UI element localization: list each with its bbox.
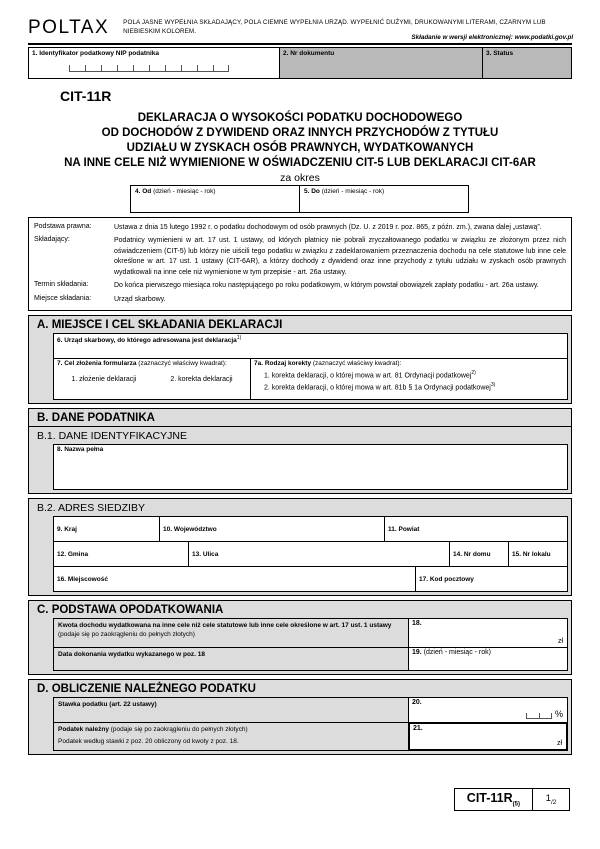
tax-office-label: 6. Urząd skarbowy, do którego adresowana jest deklaracja [57,336,237,344]
info-label: Składający: [34,236,70,243]
expense-date-row [53,647,568,671]
document-number-field [279,47,483,79]
footer-code-text: CIT-11R [466,791,513,805]
comb-cell [181,65,197,72]
tax-due-label-hint: (podaje się po zaokrągleniu do pełnych złotych) [108,725,248,733]
form-title [28,111,572,171]
voivodeship-label: 10. Województwo [163,525,217,533]
tax-rate-label-bold: Stawka podatku (art. 22 ustawy) [58,700,157,708]
street-label: 13. Ulica [192,550,219,558]
info-label: Miejsce składania: [34,294,92,302]
tax-rate-label [53,697,409,723]
house-number-field[interactable] [449,541,509,567]
option-text: 1. korekta deklaracji, o której mowa w art. 81 Ordynacji podatkowej [264,371,472,379]
comb-cell [165,65,181,72]
country-label: 9. Kraj [57,525,77,533]
city-field[interactable] [53,566,416,592]
full-name-label: 8. Nazwa pełna [57,445,104,453]
efiling-note: Składanie w wersji elektronicznej: www.podatki.gov.pl [411,34,574,41]
form-title-line: UDZIAŁU W ZYSKACH OSÓB PRAWNYCH, WYDATKOWANYCH [126,142,474,154]
form-header [28,18,572,42]
period-to-field[interactable] [299,185,469,213]
section-a-title: A. MIEJSCE I CEL SKŁADANIA DEKLARACJI [37,318,283,331]
section-a-body [53,333,568,400]
section-b2-title: B.2. ADRES SIEDZIBY [37,501,145,514]
comb-cell [101,65,117,72]
option-text: 2. korekta deklaracji, o której mowa w art. 81b § 1a Ordynacji podatkowej [264,384,491,392]
field-21-number: 21. [413,724,423,732]
section-a [28,315,572,404]
period-row [130,185,470,213]
field-18-number: 18. [412,619,422,627]
filing-purpose-field [53,358,251,400]
percent-sign: % [554,708,563,719]
filing-purpose-label: 7. Cel złożenia formularza [57,359,137,367]
amount-21-field[interactable] [408,722,568,751]
document-number-label: 2. Nr dokumentu [283,50,335,57]
legal-info-block [28,217,572,311]
expense-date-label [53,647,409,671]
rate-20-field[interactable] [408,697,568,723]
full-name-field[interactable] [53,444,568,490]
footer-page-indicator [533,788,570,811]
form-title-line: NA INNE CELE NIŻ WYMIENIONE W OŚWIADCZENIU CIT-5 LUB DEKLARACJI CIT-6AR [64,157,536,169]
comb-cell [526,713,539,719]
footnote-ref: 2) [471,369,476,376]
option-filing[interactable]: 1. złożenie deklaracji [71,375,137,383]
form-code: CIT-11R [60,88,112,104]
info-text: Do końca pierwszego miesiąca roku następującego po roku podatkowym, w którym powstał obowiązek zapłaty podatku - art. 26a ustawy. [114,282,539,289]
flat-number-field[interactable] [508,541,568,567]
footnote-ref: 3) [490,381,496,388]
period-from-hint: (dzień - miesiąc - rok) [153,188,216,195]
nip-label: 1. Identyfikator podatkowy NIP podatnika [32,50,160,57]
section-b1-title: B.1. DANE IDENTYFIKACYJNE [37,429,187,442]
header-rule [28,43,572,45]
option-correction-art81b[interactable] [264,382,564,391]
field-19-number: 19. [412,648,422,656]
amount-18-field[interactable] [408,618,568,648]
section-d-body [53,697,568,751]
info-label: Termin składania: [34,281,89,288]
status-field [482,47,572,79]
footer-form-code [454,788,533,811]
info-text: Urząd skarbowy. [114,295,166,303]
comb-cell [149,65,165,72]
section-c-title: C. PODSTAWA OPODATKOWANIA [37,603,224,616]
country-field[interactable] [53,516,160,542]
form-title-line: DEKLARACJA O WYSOKOŚCI PODATKU DOCHODOWEGO [137,112,463,124]
info-label: Podstawa prawna: [34,222,92,230]
flat-number-label: 15. Nr lokalu [512,550,551,558]
info-text: Podatnicy wymienieni w art. 17 ust. 1 ustawy, od których płatnicy nie pobrali zryczałtowanego podatku w związku ze złożonym przez nich oświadczeniem (CIT-5) lub którzy nie uiścili tego podatku w związku z zadeklarowaniem przeznaczenia dochodu na cele statutowe lub inne cele określone w art. 17 ust. 1 ustawy (CIT-6AR), a którzy dochody z dywidend oraz inne przychody z tytułu udziału w zyskach osób prawnych wydatkowali na inne cele niż wymienione w tym przepisie - art. 26a ustawy. [114,237,566,276]
section-b2-body [53,516,568,592]
tax-base-label [53,618,409,648]
comb-cell [69,65,85,72]
comb-cell [197,65,213,72]
period-from-label: 4. Od [135,188,152,195]
city-label: 16. Miejscowość [57,575,108,583]
tax-base-row [53,618,568,648]
voivodeship-field[interactable] [159,516,385,542]
section-c [28,600,572,675]
comb-cell [117,65,133,72]
postal-code-label: 17. Kod pocztowy [419,575,474,583]
tax-rate-row [53,697,568,723]
footer-version: (5) [512,801,520,808]
percent-entry [526,709,563,719]
date-19-field[interactable] [408,647,568,671]
header-right [123,18,573,42]
nip-field[interactable] [28,47,280,79]
option-correction-art81[interactable] [264,370,564,379]
date-19-hint: (dzień - miesiąc - rok) [423,648,491,656]
tax-due-label-bold: Podatek należny [58,725,109,733]
page-number: 1 [545,793,551,804]
tax-due-row [53,722,568,751]
tax-base-label-hint: (podaje się po zaokrągleniu do pełnych złotych) [58,630,195,638]
section-c-body [53,618,568,671]
correction-type-hint: (zaznaczyć właściwy kwadrat): [311,359,402,367]
status-label: 3. Status [486,50,514,57]
tax-due-label-line2: Podatek według stawki z poz. 20 obliczony od kwoty z poz. 18. [58,737,239,745]
comb-cell [85,65,101,72]
identification-row [28,47,572,79]
section-b1-body [53,444,568,490]
page-total: /2 [550,798,557,806]
comb-cell [133,65,149,72]
period-caption: za okres [280,172,320,184]
info-row [34,293,566,307]
postal-code-field[interactable] [415,566,568,592]
filing-purpose-hint: (zaznaczyć właściwy kwadrat): [136,359,227,367]
expense-date-label-bold: Data dokonania wydatku wykazanego w poz. 18 [58,650,206,658]
period-to-hint: (dzień - miesiąc - rok) [321,188,385,195]
nip-entry-comb[interactable] [69,65,229,72]
period-from-field[interactable] [130,185,300,213]
section-d-title: D. OBLICZENIE NALEŻNEGO PODATKU [37,682,256,695]
house-number-label: 14. Nr domu [453,550,491,558]
tax-base-label-bold: Kwota dochodu wydatkowana na inne cele niż cele statutowe lub inne cele określone w art. 17 ust. 1 ustawy [58,621,392,629]
fill-instructions: POLA JASNE WYPEŁNIA SKŁADAJĄCY, POLA CIEMNE WYPEŁNIA URZĄD. WYPEŁNIĆ DUŻYMI, DRUKOWANYMI LITERAMI, CZARNYM LUB NIEBIESKIM KOLOREM. [123,19,546,36]
option-correction[interactable]: 2. korekta deklaracji [170,375,233,383]
correction-type-label: 7a. Rodzaj korekty [254,359,312,367]
section-b2 [28,498,572,596]
commune-label: 12. Gmina [57,550,89,558]
info-row [34,235,566,280]
section-b-title: B. DANE PODATNIKA [29,409,571,427]
tax-due-label [53,722,409,751]
comb-cell [213,65,229,72]
correction-type-field [250,358,568,400]
form-footer [454,788,570,811]
percent-comb[interactable] [526,713,552,719]
currency-unit: zł [557,637,563,645]
poltax-logo: POLTAX [28,17,110,38]
section-d [28,679,572,755]
street-field[interactable] [188,541,450,567]
comb-cell [539,713,552,719]
county-label: 11. Powiat [388,525,420,533]
tax-office-field[interactable] [53,333,568,359]
currency-unit: zł [556,739,562,747]
commune-field[interactable] [53,541,189,567]
section-b [28,408,572,494]
info-row [34,280,566,294]
county-field[interactable] [384,516,568,542]
info-row [34,221,566,235]
info-text: Ustawa z dnia 15 lutego 1992 r. o podatku dochodowym od osób prawnych (Dz. U. z 2019 r. poz. 865, z późn. zm.), zwana dalej „ustawą”. [114,223,542,231]
period-to-label: 5. Do [304,188,320,195]
form-title-line: OD DOCHODÓW Z DYWIDEND ORAZ INNYCH PRZYCHODÓW Z TYTUŁU [101,127,499,139]
field-20-number: 20. [412,698,422,706]
footnote-ref: 1) [236,334,242,341]
